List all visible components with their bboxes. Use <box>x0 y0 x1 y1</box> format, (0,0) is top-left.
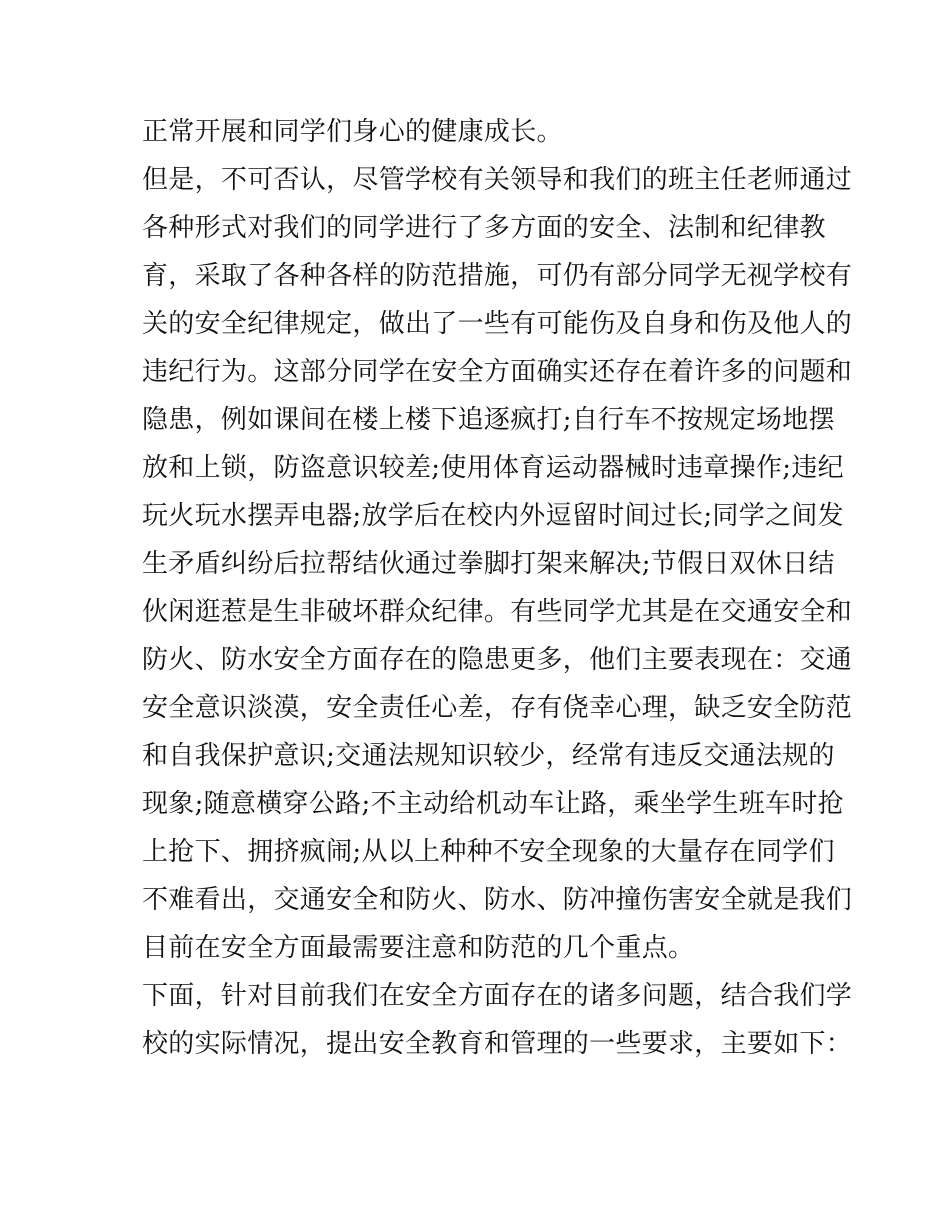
paragraph-2-line: 上抢下、拥挤疯闹;从以上种种不安全现象的大量存在同学们 <box>142 837 835 867</box>
paragraph-2-line: 隐患，例如课间在楼上楼下追逐疯打;自行车不按规定场地摆 <box>142 405 835 435</box>
paragraph-1-line: 正常开展和同学们身心的健康成长。 <box>142 117 563 147</box>
paragraph-2-line: 关的安全纪律规定，做出了一些有可能伤及自身和伤及他人的 <box>142 309 853 339</box>
paragraph-3-line: 下面，针对目前我们在安全方面存在的诸多问题，结合我们学 <box>142 981 853 1011</box>
paragraph-2-line: 违纪行为。这部分同学在安全方面确实还存在着许多的问题和 <box>142 357 853 387</box>
paragraph-2-line: 目前在安全方面最需要注意和防范的几个重点。 <box>142 933 695 963</box>
paragraph-2-line: 伙闲逛惹是生非破坏群众纪律。有些同学尤其是在交通安全和 <box>142 597 853 627</box>
paragraph-2-line: 但是，不可否认，尽管学校有关领导和我们的班主任老师通过 <box>142 165 853 195</box>
paragraph-2-line: 现象;随意横穿公路;不主动给机动车让路，乘坐学生班车时抢 <box>142 789 844 819</box>
paragraph-2-line: 生矛盾纠纷后拉帮结伙通过拳脚打架来解决;节假日双休日结 <box>142 549 835 579</box>
paragraph-2-line: 不难看出，交通安全和防火、防水、防冲撞伤害安全就是我们 <box>142 885 853 915</box>
paragraph-2-line: 放和上锁，防盗意识较差;使用体育运动器械时违章操作;违纪 <box>142 453 844 483</box>
paragraph-3-line: 校的实际情况，提出安全教育和管理的一些要求，主要如下： <box>142 1029 853 1059</box>
paragraph-2-line: 防火、防水安全方面存在的隐患更多，他们主要表现在：交通 <box>142 645 853 675</box>
paragraph-2-line: 玩火玩水摆弄电器;放学后在校内外逗留时间过长;同学之间发 <box>142 501 844 531</box>
paragraph-2-line: 安全意识淡漠，安全责任心差，存有侥幸心理，缺乏安全防范 <box>142 693 853 723</box>
paragraph-2-line: 和自我保护意识;交通法规知识较少，经常有违反交通法规的 <box>142 741 835 771</box>
paragraph-2-line: 各种形式对我们的同学进行了多方面的安全、法制和纪律教 <box>142 213 826 243</box>
paragraph-2-line: 育，采取了各种各样的防范措施，可仍有部分同学无视学校有 <box>142 261 853 291</box>
